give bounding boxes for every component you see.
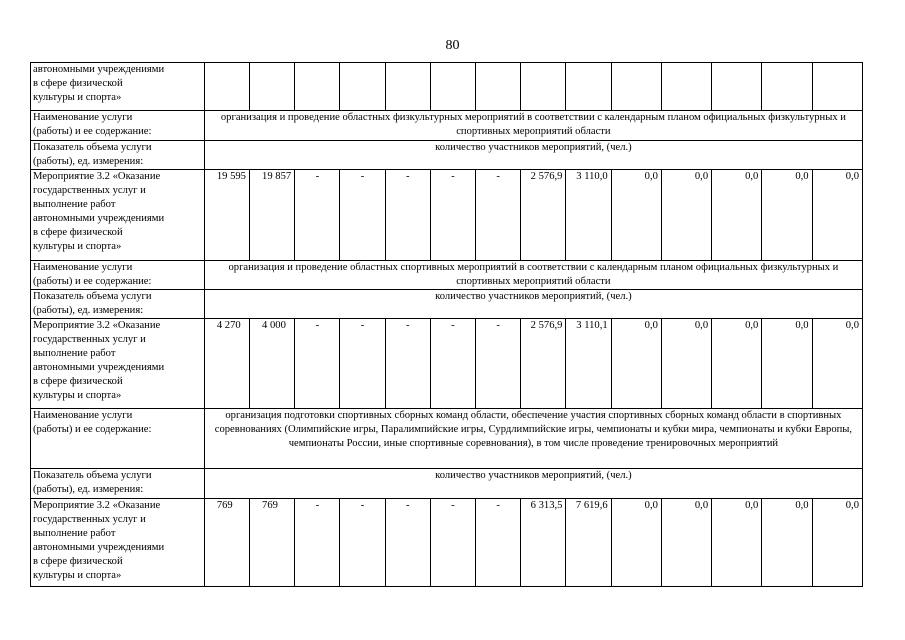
row-label-line: культуры и спорта»	[33, 570, 122, 581]
value-cell	[566, 63, 611, 111]
row-label	[31, 319, 205, 409]
value-cell: -	[385, 170, 430, 261]
row-label	[31, 261, 205, 290]
row-label-line: (работы) и ее содержание:	[33, 126, 152, 137]
value-cell: 6 313,5	[521, 499, 566, 587]
value-cell	[762, 63, 812, 111]
value-cell: 3 110,0	[566, 170, 611, 261]
funding-table	[30, 62, 863, 587]
value-cell	[295, 63, 340, 111]
row-label-line: Наименование услуги	[33, 112, 133, 123]
row-label-line: Наименование услуги	[33, 262, 133, 273]
value-cell: -	[385, 499, 430, 587]
row-label-line: Показатель объема услуги	[33, 142, 152, 153]
row-label-line: автономными учреждениями	[33, 362, 165, 373]
value-cell: 0,0	[661, 499, 711, 587]
value-cell: -	[340, 499, 385, 587]
value-cell: 0,0	[762, 499, 812, 587]
section-description: количество участников мероприятий, (чел.)	[204, 290, 862, 319]
row-label-line: государственных услуг и	[33, 334, 146, 345]
value-cell: 19 595	[204, 170, 249, 261]
value-cell: 0,0	[611, 319, 661, 409]
row-label-line: культуры и спорта»	[33, 390, 122, 401]
value-cell: -	[476, 319, 521, 409]
value-cell	[476, 63, 521, 111]
value-cell: 0,0	[712, 319, 762, 409]
table-row	[31, 170, 863, 261]
value-cell	[611, 63, 661, 111]
section-description: количество участников мероприятий, (чел.)	[204, 469, 862, 499]
row-label-line: культуры и спорта»	[33, 241, 122, 252]
table-row	[31, 319, 863, 409]
row-label-line: Показатель объема услуги	[33, 291, 152, 302]
row-label-line: Наименование услуги	[33, 410, 133, 421]
value-cell: 19 857	[250, 170, 295, 261]
value-cell: -	[430, 319, 475, 409]
row-label-line: выполнение работ	[33, 348, 116, 359]
value-cell: -	[295, 170, 340, 261]
row-label-line: в сфере физической	[33, 376, 123, 387]
section-description: организация подготовки спортивных сборных команд области, обеспечение участия спортивных сборных команд области в спортивных соревнованиях (Олимпийские игры, Паралимпийские игры, Сурдлимпийские игры, чемпионаты и кубки мира, чемпионаты и кубки Европы, чемпионаты России, иные спортивные соревнования), в том числе проведение тренировочных мероприятий	[204, 409, 862, 469]
table-row-section	[31, 290, 863, 319]
row-label-line: государственных услуг и	[33, 185, 146, 196]
row-label-line: Мероприятие 3.2 «Оказание	[33, 171, 161, 182]
row-label	[31, 469, 205, 499]
value-cell: 2 576,9	[521, 319, 566, 409]
value-cell: 0,0	[812, 170, 862, 261]
value-cell: 769	[250, 499, 295, 587]
value-cell: 0,0	[762, 319, 812, 409]
row-label-line: (работы), ед. измерения:	[33, 305, 144, 316]
row-label	[31, 409, 205, 469]
section-description: организация и проведение областных спортивных мероприятий в соответствии с календарным планом официальных физкультурных и спортивных мероприятий области	[204, 261, 862, 290]
value-cell: 2 576,9	[521, 170, 566, 261]
value-cell: 4 000	[250, 319, 295, 409]
row-label	[31, 290, 205, 319]
value-cell	[340, 63, 385, 111]
table-row-section	[31, 409, 863, 469]
table-row-section	[31, 141, 863, 170]
row-label-line: выполнение работ	[33, 199, 116, 210]
value-cell: 0,0	[762, 170, 812, 261]
value-cell: -	[385, 319, 430, 409]
value-cell	[712, 63, 762, 111]
row-label-line: в сфере физической	[33, 227, 123, 238]
row-label-line: автономными учреждениями	[33, 64, 165, 75]
value-cell: -	[340, 170, 385, 261]
value-cell: 7 619,6	[566, 499, 611, 587]
row-label-line: (работы), ед. измерения:	[33, 484, 144, 495]
table-row-section	[31, 261, 863, 290]
value-cell: 0,0	[812, 319, 862, 409]
value-cell: -	[295, 319, 340, 409]
value-cell: -	[340, 319, 385, 409]
section-description: количество участников мероприятий, (чел.)	[204, 141, 862, 170]
row-label-line: автономными учреждениями	[33, 213, 165, 224]
value-cell: 0,0	[611, 499, 661, 587]
row-label-line: в сфере физической	[33, 78, 123, 89]
table-row-section	[31, 111, 863, 141]
row-label	[31, 499, 205, 587]
row-label-line: (работы) и ее содержание:	[33, 424, 152, 435]
value-cell	[661, 63, 711, 111]
table-row-section	[31, 469, 863, 499]
value-cell: 0,0	[712, 170, 762, 261]
row-label	[31, 141, 205, 170]
value-cell: -	[430, 170, 475, 261]
value-cell: -	[295, 499, 340, 587]
value-cell	[430, 63, 475, 111]
row-label-line: культуры и спорта»	[33, 92, 122, 103]
value-cell: -	[476, 499, 521, 587]
row-label-line: Мероприятие 3.2 «Оказание	[33, 320, 161, 331]
row-label	[31, 170, 205, 261]
value-cell	[204, 63, 249, 111]
value-cell: 3 110,1	[566, 319, 611, 409]
value-cell: 0,0	[611, 170, 661, 261]
value-cell: -	[476, 170, 521, 261]
table-row	[31, 63, 863, 111]
value-cell: 0,0	[712, 499, 762, 587]
value-cell	[521, 63, 566, 111]
value-cell: 4 270	[204, 319, 249, 409]
value-cell	[250, 63, 295, 111]
section-description: организация и проведение областных физкультурных мероприятий в соответствии с календарным планом официальных физкультурных и спортивных мероприятий области	[204, 111, 862, 141]
row-label-line: (работы), ед. измерения:	[33, 156, 144, 167]
value-cell: 0,0	[812, 499, 862, 587]
value-cell: -	[430, 499, 475, 587]
row-label-line: Показатель объема услуги	[33, 470, 152, 481]
value-cell: 0,0	[661, 170, 711, 261]
value-cell	[812, 63, 862, 111]
row-label-line: Мероприятие 3.2 «Оказание	[33, 500, 161, 511]
value-cell: 769	[204, 499, 249, 587]
page-number: 80	[445, 38, 460, 53]
value-cell: 0,0	[661, 319, 711, 409]
value-cell	[385, 63, 430, 111]
row-label-line: выполнение работ	[33, 528, 116, 539]
row-label-line: государственных услуг и	[33, 514, 146, 525]
table-row	[31, 499, 863, 587]
row-label	[31, 111, 205, 141]
row-label-line: (работы) и ее содержание:	[33, 276, 152, 287]
row-label-line: автономными учреждениями	[33, 542, 165, 553]
row-label	[31, 63, 205, 111]
row-label-line: в сфере физической	[33, 556, 123, 567]
